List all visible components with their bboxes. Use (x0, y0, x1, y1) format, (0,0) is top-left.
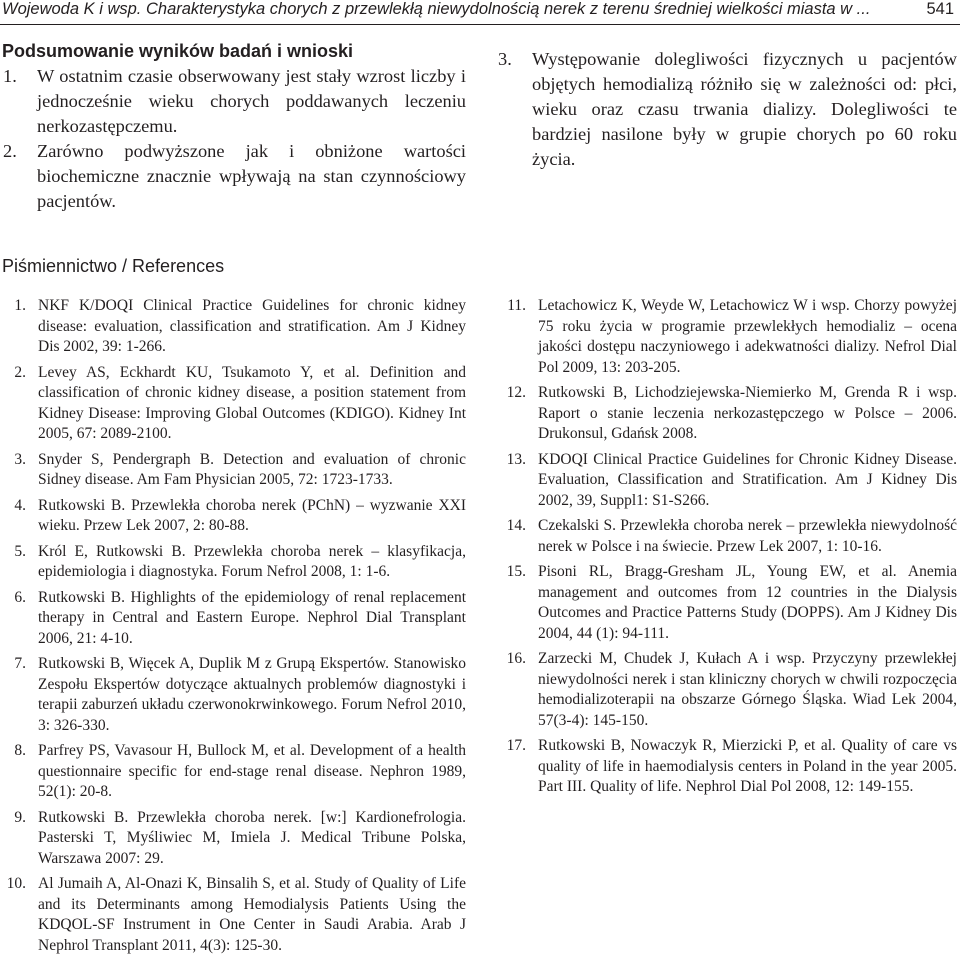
conclusion-number: 1. (3, 66, 17, 86)
reference-item (0, 496, 466, 537)
reference-text: Al Jumaih A, Al-Onazi K, Binsalih S, et al. Study of Quality of Life and its Determinants among Hemodialysis Patients Using the KDQOL-SF Instrument in One Center in Saudi Arabia. Arab J Nephrol Transplant 2011, 4(3): 125-30. (38, 875, 466, 954)
conclusion-item (0, 64, 466, 139)
reference-item (496, 383, 957, 445)
reference-text: Parfrey PS, Vavasour H, Bullock M, et al. Development of a health questionnaire specific for end-stage renal disease. Nephron 1989, 52(1): 20-8. (38, 742, 466, 800)
reference-number: 14. (506, 517, 526, 534)
reference-text: NKF K/DOQI Clinical Practice Guidelines for chronic kidney disease: evaluation, classification and stratification. Am J Kidney Dis 2002, 39: 1-266. (38, 297, 466, 355)
reference-text: Rutkowski B, Nowaczyk R, Mierzicki P, et al. Quality of care vs quality of life in haemodialysis centers in Poland in the year 2005. Part III. Quality of life. Nephrol Dial Pol 2008, 12: 149-155. (538, 737, 957, 795)
reference-text: Rutkowski B. Highlights of the epidemiology of renal replacement therapy in Central and Eastern Europe. Nephrol Dial Transplant 2006, 21: 4-10. (38, 588, 466, 647)
conclusion-number: 2. (3, 141, 17, 161)
reference-text: Zarzecki M, Chudek J, Kułach A i wsp. Przyczyny przewlekłej niewydolności nerek i stan kliniczny chorych w chwili rozpoczęcia hemodializoterapii na obszarze Górnego Śląska. Wiad Lek 2004, 57(3-4): 145-150. (538, 650, 957, 729)
reference-number: 11. (507, 297, 526, 314)
reference-number: 12. (506, 384, 526, 401)
reference-number: 5. (14, 542, 26, 560)
reference-text: Rutkowski B. Przewlekła choroba nerek. [w:] Kardionefrologia. Pasterski T, Myśliwiec M, Imiela J. Medical Tribune Polska, Warszawa 2007: 29. (38, 808, 466, 867)
reference-number: 7. (14, 655, 26, 672)
conclusion-item (495, 47, 957, 172)
running-header (0, 0, 960, 19)
reference-text: Król E, Rutkowski B. Przewlekła choroba nerek – klasyfikacja, epidemiologia i diagnostyka. Forum Nefrol 2008, 1: 1-6. (38, 542, 466, 580)
reference-item (496, 296, 957, 378)
reference-text: Rutkowski B. Przewlekła choroba nerek (PChN) – wyzwanie XXI wieku. Przew Lek 2007, 2: 80-88. (38, 496, 466, 534)
reference-item (0, 542, 466, 583)
references-right-column (496, 296, 957, 803)
reference-text: Letachowicz K, Weyde W, Letachowicz W i wsp. Chorzy powyżej 75 roku życia w programie przewlekłych hemodializ – ocena jakości dostępu naczyniowego i adekwatności dializy. Nefrol Dial Pol 2009, 13: 203-205. (538, 297, 957, 376)
reference-item (0, 363, 466, 445)
references-left-column (0, 296, 466, 961)
reference-item (496, 736, 957, 798)
conclusion-text: W ostatnim czasie obserwowany jest stały wzrost liczby i jednocześnie wieku chorych poddawanych leczeniu nerkozastępczemu. (37, 66, 466, 136)
reference-text: Rutkowski B, Lichodziejewska-Niemierko M, Grenda R i wsp. Raport o stanie leczenia nerkozastępczego w Polsce – 2006. Drukonsul, Gdańsk 2008. (538, 384, 957, 442)
reference-number: 9. (14, 808, 26, 826)
reference-number: 15. (506, 563, 526, 580)
reference-item (0, 296, 466, 358)
reference-text: KDOQI Clinical Practice Guidelines for Chronic Kidney Disease. Evaluation, Classification and Stratification. Am J Kidney Dis 2002, 39, Suppl1: S1-S266. (538, 450, 957, 509)
reference-item (496, 450, 957, 512)
reference-text: Levey AS, Eckhardt KU, Tsukamoto Y, et al. Definition and classification of chronic kidney disease, a position statement from Kidney Disease: Improving Global Outcomes (KDIGO). Kidney Int 2005, 67: 2089-2100. (38, 363, 466, 442)
reference-number: 16. (506, 650, 526, 667)
reference-number: 13. (506, 450, 526, 468)
reference-number: 8. (14, 742, 26, 759)
running-title: Wojewoda K i wsp. Charakterystyka chorych z przewlekłą niewydolnością nerek z terenu średniej wielkości miasta w ... (2, 0, 871, 18)
reference-item (0, 588, 466, 650)
conclusion-text: Zarówno podwyższone jak i obniżone wartości biochemiczne znacznie wpływają na stan czynnościowy pacjentów. (37, 141, 466, 211)
reference-number: 1. (14, 297, 26, 314)
reference-item (0, 808, 466, 870)
reference-number: 4. (14, 496, 26, 514)
reference-item (496, 649, 957, 731)
conclusion-number: 3. (498, 49, 512, 69)
reference-text: Snyder S, Pendergraph B. Detection and evaluation of chronic Sidney disease. Am Fam Physician 2005, 72: 1723-1733. (38, 450, 466, 488)
page-number: 541 (926, 0, 954, 18)
reference-number: 6. (14, 588, 26, 606)
conclusions-right-column (495, 47, 957, 172)
reference-item (496, 516, 957, 557)
reference-text: Czekalski S. Przewlekła choroba nerek – przewlekła niewydolność nerek w Polsce i na świecie. Przew Lek 2007, 1: 10-16. (538, 517, 957, 555)
conclusions-left-column (0, 64, 466, 214)
reference-number: 2. (14, 363, 26, 381)
reference-text: Pisoni RL, Bragg-Gresham JL, Young EW, et al. Anemia management and outcomes from 12 countries in the Dialysis Outcomes and Practice Patterns Study (DOPPS). Am J Kidney Dis 2004, 44 (1): 94-111. (538, 563, 957, 642)
reference-number: 10. (6, 875, 26, 892)
reference-number: 3. (14, 450, 26, 468)
reference-item (496, 562, 957, 644)
references-heading: Piśmiennictwo / References (2, 256, 225, 276)
conclusion-item (0, 139, 466, 214)
reference-item (0, 874, 466, 956)
header-rule (0, 24, 960, 25)
reference-item (0, 654, 466, 736)
reference-item (0, 450, 466, 491)
reference-number: 17. (506, 737, 526, 754)
summary-heading: Podsumowanie wyników badań i wnioski (2, 41, 354, 61)
conclusion-text: Występowanie dolegliwości fizycznych u pacjentów objętych hemodializą różniło się w zależności od: płci, wieku oraz czasu trwania dializy. Dolegliwości te bardziej nasilone były w grupie chorych po 60 roku życia. (532, 49, 957, 169)
reference-text: Rutkowski B, Więcek A, Duplik M z Grupą Ekspertów. Stanowisko Zespołu Ekspertów dotyczące aktualnych problemów diagnostyki i terapii zaburzeń układu czerwonokrwinkowego. Forum Nefrol 2010, 3: 326-330. (38, 655, 466, 734)
reference-item (0, 741, 466, 803)
